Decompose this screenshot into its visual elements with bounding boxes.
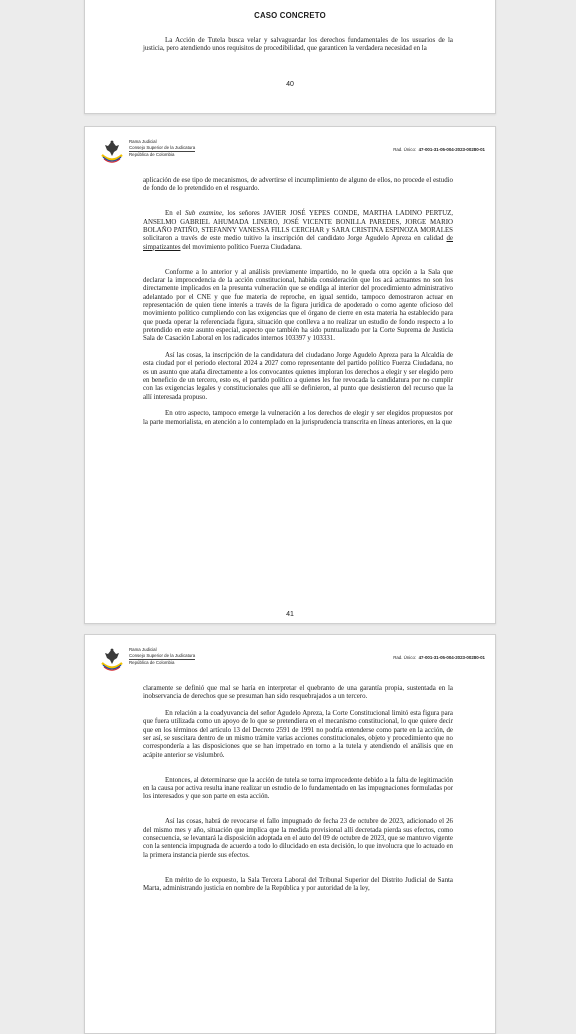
document-page-41	[84, 126, 496, 624]
page-header	[99, 135, 485, 169]
paragraph: claramente se definió que mal se haría en interpretar el quebranto de una garantía propia, sustentada en la inobservancia de derechos que se presuman han sido resquebrajados a un tercero.	[143, 685, 453, 701]
paragraph: La Acción de Tutela busca velar y salvaguardar los derechos fundamentales de los usuarios de la justicia, pero atendiendo unos requisitos de procedibilidad, que garanticen la verdadera necesidad en la	[143, 37, 453, 53]
document-page-42	[84, 634, 496, 1034]
paragraph: Entonces, al determinarse que la acción de tutela se torna improcedente debido a la falta de legitimación en la causa por activa resulta inane realizar un estudio de lo fundamentado en las impugnaciones formuladas por los interesados y que son parte en esta acción.	[143, 776, 453, 801]
document-page-40	[84, 0, 496, 114]
paragraph: Así las cosas, la inscripción de la candidatura del ciudadano Jorge Agudelo Apreza para la Alcaldía de esta ciudad por el periodo electoral 2024 a 2027 como representante del partido político Fuerza Ciudadana, no es un asunto que ataña directamente a los convocantes quienes imploran los derechos a elegir y ser elegido pero en beneficio de un tercero, esto es, el partido político a quienes les fue revocada la candidatura por no cumplir con las exigencias legales y constitucionales que allí se definieron, al punto que desistieron del recurso que la allí interesada propuso.	[143, 351, 453, 401]
paragraph: aplicación de ese tipo de mecanismos, de advertirse el incumplimiento de alguno de ellos, no procede el estudio de fondo de lo pretendido en el resguardo.	[143, 177, 453, 193]
organization-name: Rama Judicial Consejo Superior de la Judicatura República de Colombia	[129, 139, 196, 157]
paragraph: Conforme a lo anterior y al análisis previamente impartido, no le queda otra opción a la Sala que declarar la improcedencia de la acción constitucional, habida consideración que los acá actuantes no son los directamente implicados en la presunta vulneración que se endilga al interior del procedimiento administrativo adelantado por el CNE y que fue materia de reproche, en igual sentido, tampoco demostraron actuar en representación de quien tiene interés a través de la figura jurídica de apoderado o como agente oficioso del movimiento político cumpliendo con las exigencias que el órgano de cierre en esta materia ha establecido para que pueda operar la referenciada figura, situación que conlleva a no realizar un estudio de fondo respecto a lo pretendido en este asunto especial, aspecto que también ha sido puntualizado por la Corte Suprema de Justicia Sala de Casación Laboral en los radicados internos 103397 y 103331.	[143, 268, 453, 343]
page-number: 41	[286, 611, 294, 618]
radicado-number: Rad. Único: 47-001-31-05-004-2023-00280-01	[393, 655, 485, 660]
page-body	[143, 37, 453, 54]
page-body	[143, 177, 453, 427]
section-heading: CASO CONCRETO	[254, 11, 326, 20]
paragraph: En el Sub examine, los señores JAVIER JOSÉ YEPES CONDE, MARTHA LADINO PERTUZ, ANSELMO GABRIEL AHUMADA LINERO, JOSÉ VICENTE BONILLA PAREDES, JORGE MARIO BOLAÑO PATIÑO, STEFANNY VANESSA FILLS CERCHAR y SARA CRISTINA ESPINOZA MORALES solicitaron a través de este medio tuitivo la inscripción del candidato Jorge Agudelo Apreza en calidad de simpatizantes del movimiento político Fuerza Ciudadana.	[143, 210, 453, 251]
radicado-number: Rad. Único: 47-001-31-05-004-2023-00280-01	[393, 147, 485, 152]
paragraph: En mérito de lo expuesto, la Sala Tercera Laboral del Tribunal Superior del Distrito Judicial de Santa Marta, administrando justicia en nombre de la República y por autoridad de la ley,	[143, 876, 453, 892]
paragraph: En relación a la coadyuvancia del señor Agudelo Apreza, la Corte Constitucional limitó esta figura para que fuera utilizada como un apoyo de lo que se pretendiera en el mecanismo constitucional, lo que quiere decir que en los términos del artículo 13 del Decreto 2591 de 1991 no podría entenderse como parte en la acción, de ser así, se suscitara dentro de un mismo trámite varias acciones constitucionales, objeto y procedimiento que no correspondería a las disposiciones que se han impetrado en torno a la tutela y atendiendo el análisis que en acápite anterior se vislumbró.	[143, 709, 453, 759]
rama-judicial-logo-icon	[99, 645, 125, 673]
page-body	[143, 685, 453, 893]
rama-judicial-logo-icon	[99, 137, 125, 165]
page-header	[99, 643, 485, 677]
paragraph: Así las cosas, habrá de revocarse el fallo impugnado de fecha 23 de octubre de 2023, adicionado el 26 del mismo mes y año, situación que implica que la medida provisional allí decretada pierda sus efectos, como consecuencia, se levantará la disposición adoptada en el auto del 09 de octubre de 2023, que se mantuvo vigente con la sentencia impugnada de acuerdo a todo lo dilucidado en esta decisión, lo que involucra que lo actuado en la primera instancia pierde sus efectos.	[143, 818, 453, 859]
paragraph: En otro aspecto, tampoco emerge la vulneración a los derechos de elegir y ser elegidos propuestos por la parte memorialista, en atención a lo contemplado en la jurisprudencia transcrita en líneas anteriores, en la que	[143, 410, 453, 426]
organization-name: Rama Judicial Consejo Superior de la Judicatura República de Colombia	[129, 647, 196, 665]
page-number: 40	[286, 81, 294, 88]
